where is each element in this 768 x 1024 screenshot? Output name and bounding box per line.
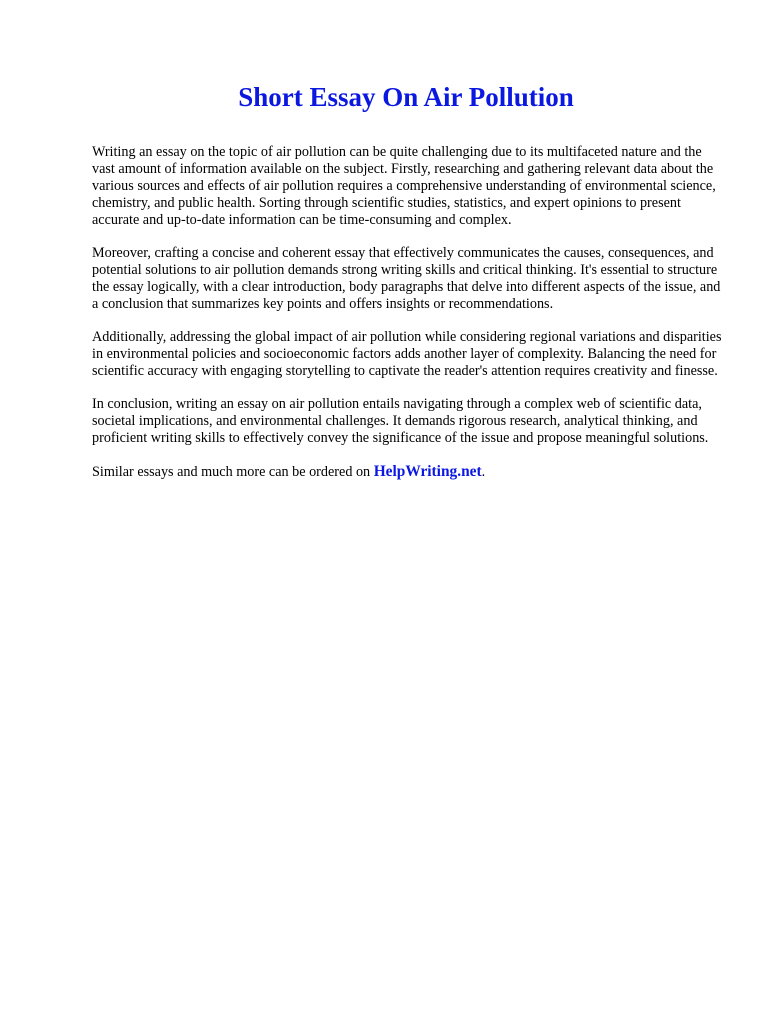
paragraph-2: Moreover, crafting a concise and coherent essay that effectively communicates the causes, consequences, and potential solutions to air pollution demands strong writing skills and critical thinking. It's essential to structure the essay logically, with a clear introduction, body paragraphs that delve into different aspects of the issue, and a conclusion that summarizes key points and offers insights or recommendations.	[92, 245, 721, 313]
closing-line	[92, 463, 722, 481]
document-title: Short Essay On Air Pollution	[238, 82, 574, 112]
paragraph-4: In conclusion, writing an essay on air pollution entails navigating through a complex web of scientific data, societal implications, and environmental challenges. It demands rigorous research, analytical thinking, and proficient writing skills to effectively convey the significance of the issue and propose meaningful solutions.	[92, 395, 709, 447]
closing-suffix: .	[481, 463, 486, 480]
helpwriting-link[interactable]: HelpWriting.net	[373, 462, 482, 480]
paragraph-3: Additionally, addressing the global impact of air pollution while considering regional variations and disparities in environmental policies and socioeconomic factors adds another layer of complexity. Balancing the need for scientific accuracy with engaging storytelling to captivate the reader's attention requires creativity and finesse.	[92, 329, 722, 380]
essay-body	[92, 144, 722, 496]
closing-prefix: Similar essays and much more can be ordered on	[92, 463, 374, 480]
paragraph-1: Writing an essay on the topic of air pollution can be quite challenging due to its multifaceted nature and the vast amount of information available on the subject. Firstly, researching and gathering relevant data about the various sources and effects of air pollution requires a comprehensive understanding of environmental science, chemistry, and public health. Sorting through scientific studies, statistics, and expert opinions to present accurate and up-to-date information can be time-consuming and complex.	[92, 144, 716, 229]
